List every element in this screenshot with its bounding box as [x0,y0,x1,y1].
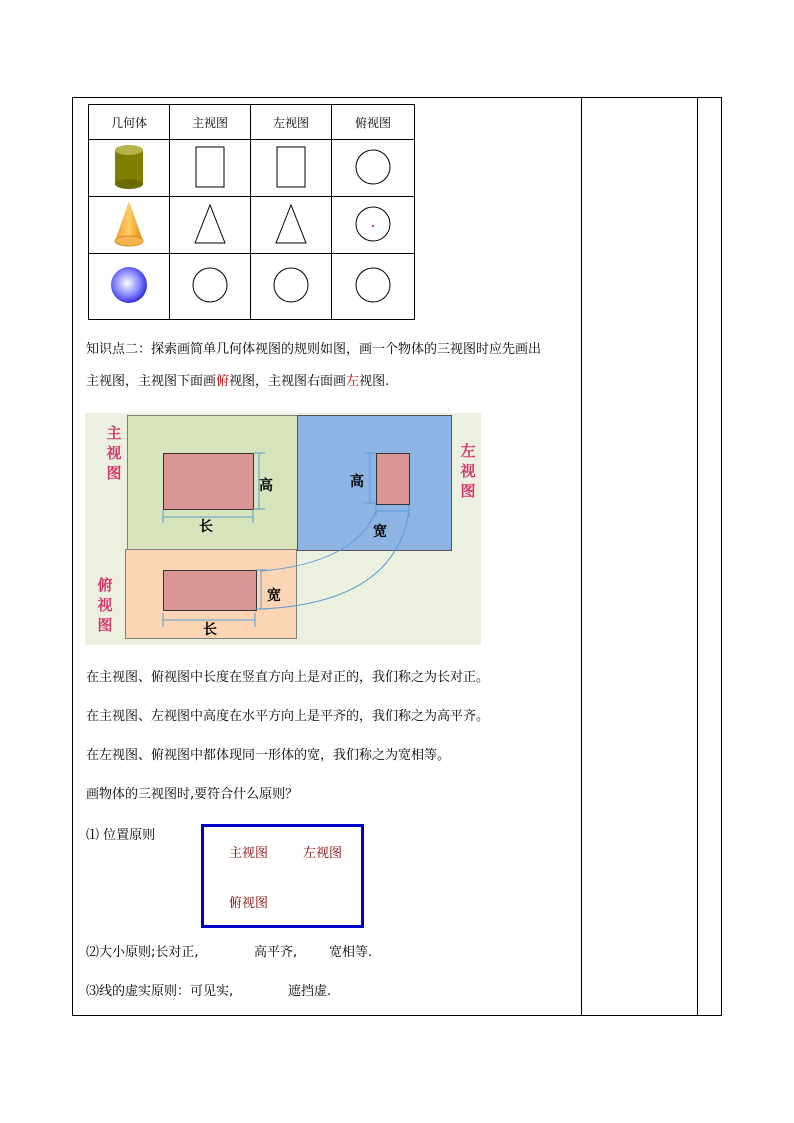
dim-width-left: 宽 [373,524,387,540]
knowledge2-line1: 知识点二：探索画简单几何体视图的规则如图，画一个物体的三视图时应先画出 [86,342,542,357]
paragraph-height: 在主视图、左视图中高度在水平方向上是平齐的，我们称之为高平齐。 [86,709,490,724]
box-front-label: 主视图 [229,846,269,861]
frame-top [72,97,722,98]
dimension-lines [85,413,481,645]
left-view-label: 左视图 [460,442,476,500]
knowledge2-line2: 主视图，主视图下面画俯视图，主视图右面画左视图. [86,374,390,389]
left-circle [251,254,332,320]
table-header: 左视图 [251,105,332,140]
size-principle-c: 宽相等. [329,945,373,960]
front-rectangle [170,140,251,197]
top-circle [332,254,415,320]
box-left-label: 左视图 [303,846,343,861]
line-principle-b: 遮挡虚. [288,984,332,999]
top-view-label: 俯视图 [97,576,113,634]
dim-length-top: 长 [203,622,217,638]
dim-height-left: 高 [350,474,364,490]
dim-width-top: 宽 [267,588,281,604]
table-row [89,254,415,320]
paragraph-question: 画物体的三视图时,要符合什么原则？ [86,787,299,802]
frame-bottom [72,1015,722,1016]
frame-col-1 [581,97,582,1016]
dim-length-front: 长 [199,519,213,535]
cone-icon [89,197,170,254]
table-row [89,140,415,197]
position-diagram-box [201,824,364,928]
paragraph-width: 在左视图、俯视图中都体现同一形体的宽，我们称之为宽相等。 [86,748,451,763]
left-rectangle [251,140,332,197]
three-view-diagram [85,413,481,645]
frame-right [721,97,722,1016]
position-principle-label: ⑴ 位置原则 [86,828,156,843]
top-circle-dot [332,197,415,254]
line-principle-a: ⑶线的虚实原则：可见实, [86,984,234,999]
top-circle [332,140,415,197]
sphere-icon [89,254,170,320]
size-principle-b: 高平齐, [254,945,298,960]
table-row [89,197,415,254]
dim-height-front: 高 [259,478,273,494]
left-triangle [251,197,332,254]
paragraph-length: 在主视图、俯视图中长度在竖直方向上是对正的，我们称之为长对正。 [86,670,490,685]
front-view-label: 主视图 [106,424,122,482]
front-triangle [170,197,251,254]
table-header: 俯视图 [332,105,415,140]
table-header: 主视图 [170,105,251,140]
frame-col-2 [697,97,698,1016]
three-view-table [88,104,415,320]
size-principle-a: ⑵大小原则;长对正, [86,945,199,960]
table-header: 几何体 [89,105,170,140]
frame-left [72,97,73,1016]
cylinder-icon [89,140,170,197]
box-top-label: 俯视图 [229,896,269,911]
front-circle [170,254,251,320]
